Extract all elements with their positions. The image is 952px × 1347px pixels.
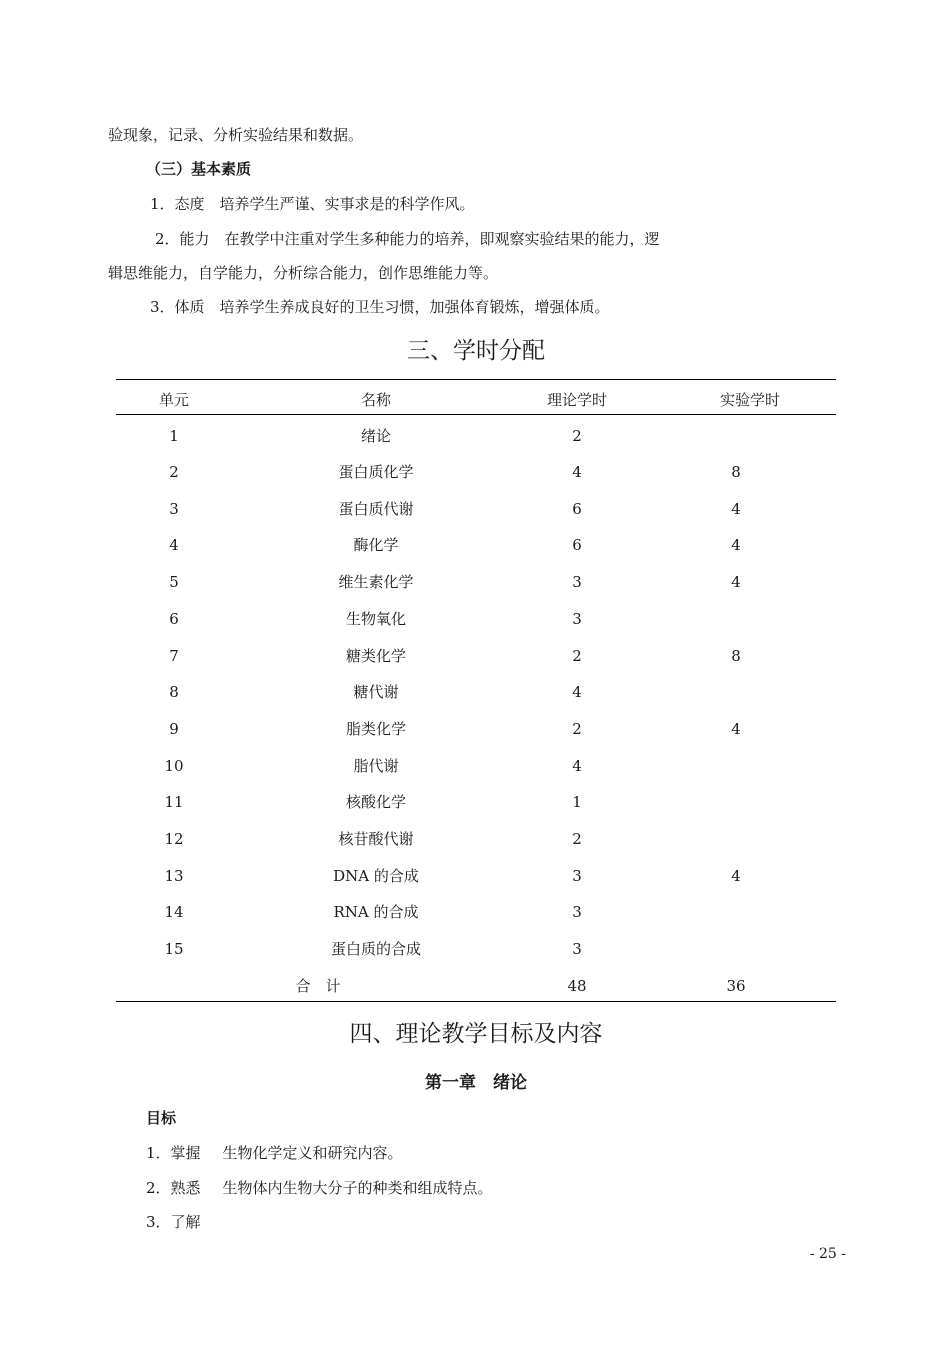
cell-theory: 3 [572,903,582,921]
cell-unit: 8 [169,683,179,701]
continuation-text: 验现象，记录、分析实验结果和数据。 [108,126,364,144]
goals-label: 目标 [146,1109,177,1127]
cell-theory: 2 [572,720,582,738]
cell-name: 蛋白质的合成 [330,940,421,958]
cell-lab: 4 [731,500,741,518]
cell-theory: 2 [572,427,582,445]
table-top-rule [116,379,836,380]
cell-unit: 3 [169,500,179,518]
cell-lab: 4 [731,536,741,554]
cell-unit: 14 [164,903,184,921]
cell-unit: 10 [164,757,184,775]
cell-theory: 6 [572,500,582,518]
cell-unit: 1 [169,427,179,445]
table-bottom-rule [116,1001,836,1002]
cell-theory: 4 [572,463,582,481]
cell-unit: 4 [169,536,179,554]
item-attitude: 1．态度 培养学生严谨、实事求是的科学作风。 [150,195,475,213]
total-label: 合 计 [295,977,341,995]
cell-name: 酶化学 [353,536,399,554]
cell-name: 脂代谢 [353,757,399,775]
cell-lab: 4 [731,573,741,591]
cell-unit: 13 [164,867,184,885]
cell-theory: 3 [572,573,582,591]
cell-name: 糖类化学 [345,647,406,665]
page-number: - 25 - [809,1246,846,1262]
goal-number: 3．了解 [146,1213,201,1231]
section-heading-theory-goals: 四、理论教学目标及内容 [349,1021,603,1047]
goal-number: 2．熟悉 [146,1179,201,1197]
cell-name: RNA 的合成 [333,903,419,921]
cell-unit: 11 [164,793,184,811]
goal-item [146,1143,403,1163]
header-name: 名称 [360,391,391,409]
cell-lab: 4 [731,720,741,738]
header-unit: 单元 [158,391,189,409]
cell-name: 绪论 [360,427,391,445]
total-theory: 48 [567,977,587,995]
cell-theory: 3 [572,940,582,958]
cell-name: 核苷酸代谢 [338,830,414,848]
cell-lab: 8 [731,463,741,481]
cell-unit: 7 [169,647,179,665]
cell-name: DNA 的合成 [333,867,419,885]
cell-name: 脂类化学 [345,720,406,738]
item-ability: 2．能力 在教学中注重对学生多种能力的培养，即观察实验结果的能力，逻 [155,230,660,248]
cell-unit: 6 [169,610,179,628]
cell-theory: 1 [572,793,582,811]
goal-item [146,1178,493,1198]
cell-unit: 2 [169,463,179,481]
cell-theory: 6 [572,536,582,554]
cell-theory: 3 [572,610,582,628]
item-ability-continuation: 辑思维能力，自学能力，分析综合能力，创作思维能力等。 [108,264,499,282]
cell-theory: 4 [572,683,582,701]
cell-unit: 9 [169,720,179,738]
cell-theory: 2 [572,647,582,665]
table-header-rule [116,414,836,415]
cell-unit: 12 [164,830,184,848]
cell-theory: 2 [572,830,582,848]
header-lab-hours: 实验学时 [719,391,780,409]
section-title-basic-quality: （三）基本素质 [146,160,252,178]
cell-name: 核酸化学 [345,793,406,811]
chapter-title: 第一章 绪论 [425,1073,527,1093]
goal-item [146,1212,223,1232]
cell-unit: 15 [164,940,184,958]
item-physique: 3．体质 培养学生养成良好的卫生习惯，加强体育锻炼，增强体质。 [150,298,610,316]
total-lab: 36 [726,977,746,995]
cell-name: 蛋白质化学 [338,463,414,481]
goal-text: 生物体内生物大分子的种类和组成特点。 [222,1179,493,1197]
cell-name: 蛋白质代谢 [338,500,414,518]
cell-lab: 4 [731,867,741,885]
cell-unit: 5 [169,573,179,591]
goal-number: 1．掌握 [146,1144,201,1162]
goal-text: 生物化学定义和研究内容。 [222,1144,403,1162]
cell-theory: 3 [572,867,582,885]
cell-name: 维生素化学 [338,573,414,591]
header-theory-hours: 理论学时 [546,391,607,409]
section-heading-hours: 三、学时分配 [407,338,545,364]
cell-name: 生物氧化 [345,610,406,628]
cell-lab: 8 [731,647,741,665]
cell-theory: 4 [572,757,582,775]
cell-name: 糖代谢 [353,683,399,701]
